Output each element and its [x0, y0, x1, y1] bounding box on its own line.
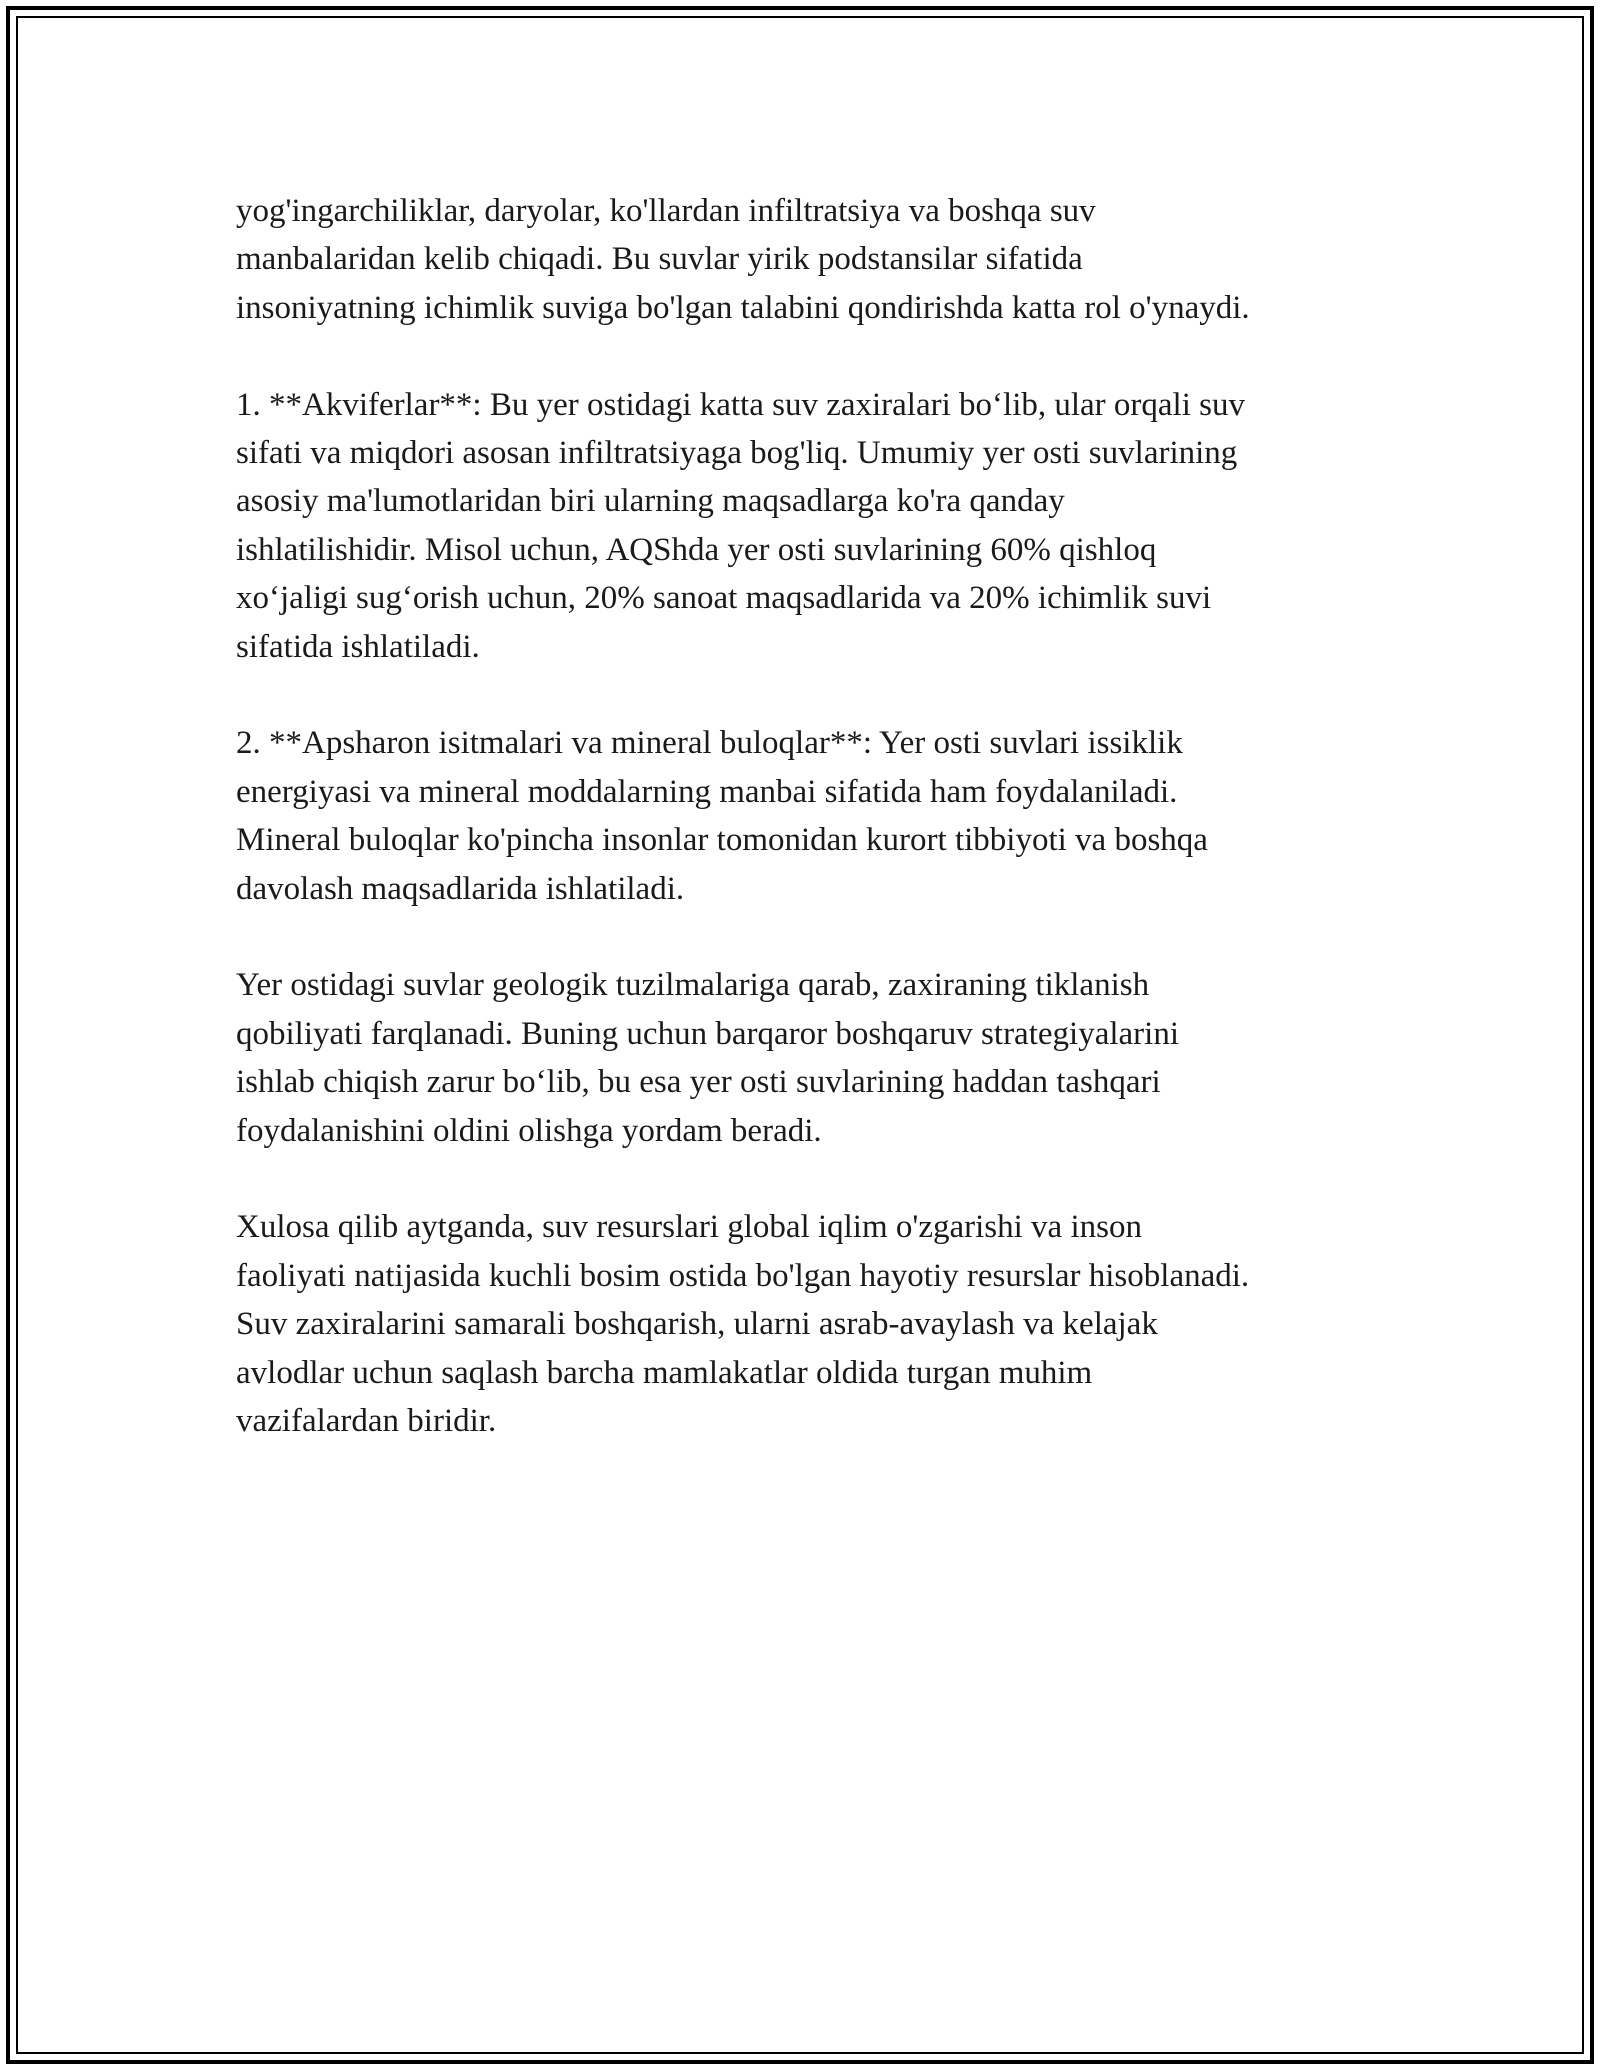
text-line: xo‘jaligi sug‘orish uchun, 20% sanoat maqsadlarida va 20% ichimlik suvi [236, 580, 1212, 617]
text-line: foydalanishini oldini olishga yordam beradi. [236, 1112, 822, 1149]
text-line: asosiy ma'lumotlaridan biri ularning maqsadlarga ko'ra qanday [236, 483, 1065, 520]
text-line: Suv zaxiralarini samarali boshqarish, ularni asrab-avaylash va kelajak [236, 1306, 1158, 1343]
text-line: avlodlar uchun saqlash barcha mamlakatlar oldida turgan muhim [236, 1354, 1093, 1391]
text-line: sifati va miqdori asosan infiltratsiyaga bog'liq. Umumiy yer osti suvlarining [236, 435, 1238, 472]
text-line: Yer ostidagi suvlar geologik tuzilmalariga qarab, zaxiraning tiklanish [236, 967, 1150, 1004]
text-line: yog'ingarchiliklar, daryolar, ko'llardan infiltratsiya va boshqa suv [236, 193, 1096, 229]
text-line: davolash maqsadlarida ishlatiladi. [236, 870, 685, 907]
text-line: Mineral buloqlar ko'pincha insonlar tomonidan kurort tibbiyoti va boshqa [236, 822, 1208, 859]
paragraph-geology [236, 961, 1386, 1155]
text-line: energiyasi va mineral moddalarning manbai sifatida ham foydalaniladi. [236, 773, 1178, 810]
text-line: qobiliyati farqlanadi. Buning uchun barqaror boshqaruv strategiyalarini [236, 1015, 1179, 1052]
document-body [236, 187, 1386, 1494]
text-line: sifatida ishlatiladi. [236, 628, 480, 665]
text-line: insoniyatning ichimlik suviga bo'lgan talabini qondirishda katta rol o'ynaydi. [236, 289, 1250, 326]
text-line: ishlatilishidir. Misol uchun, AQShda yer osti suvlarining 60% qishloq [236, 531, 1157, 568]
paragraph-intro [236, 187, 1386, 332]
text-line: vazifalardan biridir. [236, 1403, 497, 1440]
text-line: 2. **Apsharon isitmalari va mineral buloqlar**: Yer osti suvlari issiklik [236, 725, 1183, 762]
text-line: Xulosa qilib aytganda, suv resurslari global iqlim o'zgarishi va inson [236, 1209, 1142, 1246]
text-line: 1. **Akviferlar**: Bu yer ostidagi katta suv zaxiralari bo‘lib, ular orqali suv [236, 386, 1245, 423]
paragraph-mineral-springs [236, 719, 1386, 913]
paragraph-conclusion [236, 1203, 1386, 1445]
text-line: ishlab chiqish zarur bo‘lib, bu esa yer osti suvlarining haddan tashqari [236, 1064, 1161, 1101]
text-line: manbalaridan kelib chiqadi. Bu suvlar yirik podstansilar sifatida [236, 241, 1083, 278]
text-line: faoliyati natijasida kuchli bosim ostida bo'lgan hayotiy resurslar hisoblanadi. [236, 1257, 1250, 1294]
paragraph-aquifers [236, 381, 1386, 671]
